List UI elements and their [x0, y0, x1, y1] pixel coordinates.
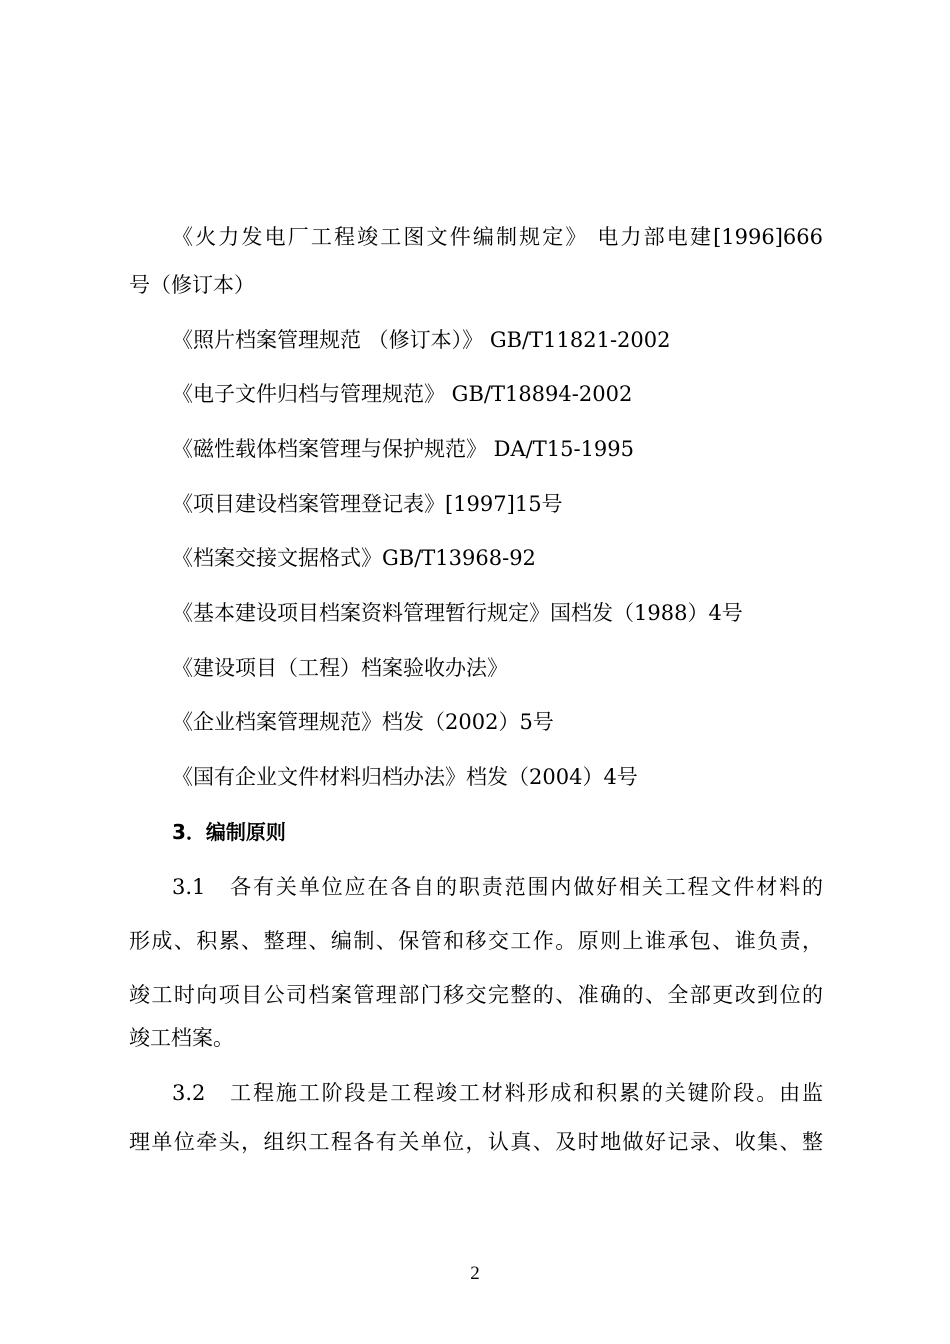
reference-line: 《基本建设项目档案资料管理暂行规定》国档发（1988）4号 — [172, 601, 743, 625]
page-number: 2 — [470, 1263, 480, 1284]
reference-line: 《档案交接文据格式》GB/T13968-92 — [172, 546, 536, 570]
paragraph-3-1-line: 形成、积累、整理、编制、保管和移交工作。原则上谁承包、谁负责， — [129, 929, 823, 953]
reference-line: 《国有企业文件材料归档办法》档发（2004）4号 — [172, 765, 638, 789]
reference-line: 《照片档案管理规范 （修订本）》 GB/T11821-2002 — [172, 328, 671, 352]
reference-line: 《电子文件归档与管理规范》 GB/T18894-2002 — [172, 382, 633, 406]
reference-line: 《企业档案管理规范》档发（2002）5号 — [172, 710, 554, 734]
reference-line: 《火力发电厂工程竣工图文件编制规定》 电力部电建[1996]666 — [172, 225, 823, 249]
reference-line: 《建设项目（工程）档案验收办法》 — [172, 656, 508, 680]
paragraph-3-1-line: 3.1 各有关单位应在各自的职责范围内做好相关工程文件材料的 — [172, 875, 823, 899]
paragraph-3-2-line: 理单位牵头，组织工程各有关单位，认真、及时地做好记录、收集、整 — [129, 1130, 823, 1154]
reference-line-continuation: 号（修订本） — [129, 273, 255, 297]
section-heading: 3．编制原则 — [172, 820, 286, 844]
paragraph-3-1-line: 竣工时向项目公司档案管理部门移交完整的、准确的、全部更改到位的 — [129, 983, 823, 1007]
reference-line: 《磁性载体档案管理与保护规范》 DA/T15-1995 — [172, 437, 635, 461]
reference-line: 《项目建设档案管理登记表》[1997]15号 — [172, 492, 563, 516]
paragraph-3-2-line: 3.2 工程施工阶段是工程竣工材料形成和积累的关键阶段。由监 — [172, 1081, 823, 1105]
paragraph-3-1-line: 竣工档案。 — [129, 1026, 234, 1050]
